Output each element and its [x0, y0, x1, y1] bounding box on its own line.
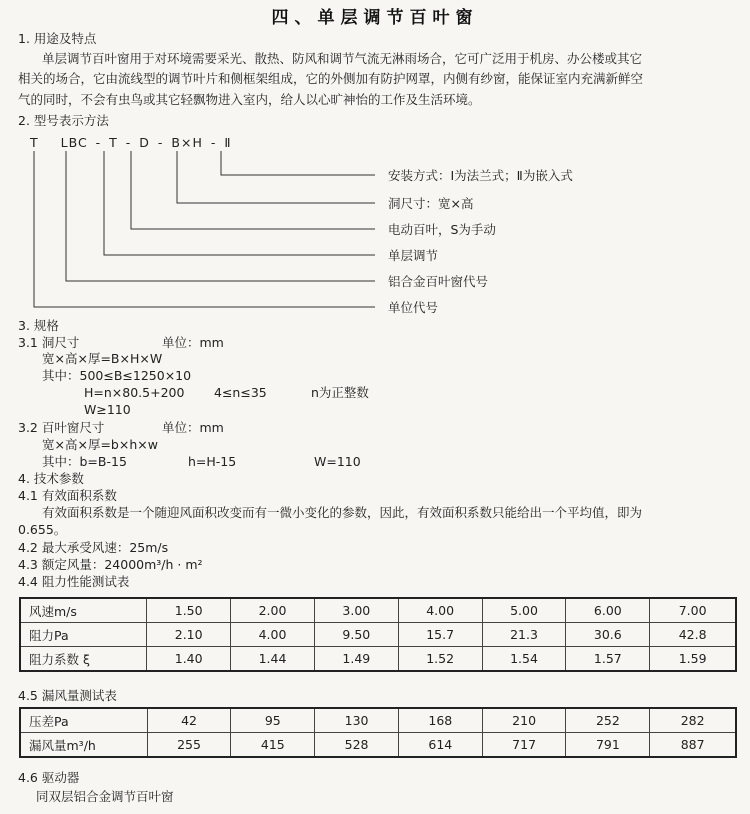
table-cell: 2.10 — [147, 623, 231, 647]
table-row — [20, 623, 736, 647]
table-cell: 30.6 — [566, 623, 650, 647]
section-1-line-1: 单层调节百叶窗用于对环境需要采光、散热、防风和调节气流无淋雨场合，它可广泛用于机房、办公楼或其它 — [42, 51, 643, 66]
code-dash: - — [210, 135, 217, 150]
table-cell: 42.8 — [650, 623, 736, 647]
section-4-4-title: 4.4 阻力性能测试表 — [18, 574, 130, 589]
table-cell: 252 — [566, 708, 650, 733]
table-cell: 887 — [650, 733, 736, 758]
section-3-2-formula: 宽×高×厚=b×h×w — [42, 437, 158, 452]
table-cell: 130 — [315, 708, 399, 733]
table-cell: 1.44 — [231, 647, 315, 672]
section-3-1-formula: 宽×高×厚=B×H×W — [42, 351, 163, 366]
row-header-cell: 漏风量m³/h — [20, 733, 147, 758]
page-title: 四、单层调节百叶窗 — [271, 8, 479, 28]
table-cell: 1.54 — [482, 647, 566, 672]
model-code-diagram — [0, 0, 750, 320]
table-cell: 415 — [231, 733, 315, 758]
section-3-2-b: 其中：b=B-15 — [42, 454, 127, 469]
code-part-t2: T — [109, 135, 118, 150]
code-part-t: T — [30, 135, 39, 150]
table-cell: 4.00 — [398, 598, 482, 623]
table-cell: 15.7 — [398, 623, 482, 647]
section-3-heading: 3. 规格 — [18, 318, 59, 333]
section-3-1-w: W≥110 — [84, 402, 131, 417]
label-unit-code: 单位代号 — [388, 300, 439, 315]
table-row — [20, 647, 736, 672]
table-cell: 1.50 — [147, 598, 231, 623]
table-cell: 791 — [566, 733, 650, 758]
table-cell: 282 — [650, 708, 736, 733]
section-3-1-n-note: n为正整数 — [311, 385, 369, 400]
leakage-test-table — [19, 707, 737, 758]
table-row — [20, 598, 736, 623]
section-4-6-title: 4.6 驱动器 — [18, 770, 80, 785]
table-cell: 42 — [147, 708, 231, 733]
section-3-2-title: 3.2 百叶窗尺寸 — [18, 420, 105, 435]
section-4-5-title: 4.5 漏风量测试表 — [18, 688, 117, 703]
section-1-line-2: 相关的场合，它由流线型的调节叶片和侧框架组成，它的外侧加有防护网罩，内侧有纱窗，能保证室内充满新鲜空 — [18, 71, 644, 86]
code-part-install: Ⅱ — [224, 135, 232, 150]
table-row — [20, 733, 736, 758]
section-1-line-3: 气的同时，不会有虫鸟或其它轻飘物进入室内，给人以心旷神怡的工作及生活环境。 — [18, 92, 481, 107]
label-install-method: 安装方式：Ⅰ为法兰式；Ⅱ为嵌入式 — [388, 168, 573, 183]
table-cell: 9.50 — [314, 623, 398, 647]
row-header-cell: 压差Pa — [20, 708, 147, 733]
row-header-cell: 阻力Pa — [20, 623, 147, 647]
section-4-2: 4.2 最大承受风速：25m/s — [18, 540, 169, 555]
section-4-1-line-2: 0.655。 — [18, 522, 67, 537]
table-cell: 1.59 — [650, 647, 736, 672]
leader-install — [221, 151, 375, 175]
code-part-lbc: LBC — [60, 135, 88, 150]
table-cell: 528 — [315, 733, 399, 758]
leader-electric — [131, 151, 375, 229]
section-3-2-w: W=110 — [314, 454, 361, 469]
section-3-1-line-1: 其中：500≤B≤1250×10 — [42, 368, 192, 383]
label-opening-size: 洞尺寸：宽×高 — [388, 196, 474, 211]
table-cell: 4.00 — [231, 623, 315, 647]
table-row — [20, 708, 736, 733]
section-4-6-text: 同双层铝合金调节百叶窗 — [36, 789, 174, 804]
section-4-heading: 4. 技术参数 — [18, 471, 84, 486]
table-cell: 7.00 — [650, 598, 736, 623]
table-cell: 1.40 — [147, 647, 231, 672]
leader-size — [177, 151, 375, 203]
label-aluminum-code: 铝合金百叶窗代号 — [388, 274, 489, 289]
table-cell: 5.00 — [482, 598, 566, 623]
section-2-heading: 2. 型号表示方法 — [18, 113, 109, 128]
section-4-1-line-1: 有效面积系数是一个随迎风面积改变而有一微小变化的参数，因此，有效面积系数只能给出一个平均值，即为 — [42, 505, 643, 520]
label-single-layer: 单层调节 — [388, 248, 439, 263]
resistance-test-table — [19, 597, 737, 672]
section-3-1-height-formula: H=n×80.5+200 — [84, 385, 185, 400]
table-cell: 210 — [482, 708, 566, 733]
table-cell: 1.57 — [566, 647, 650, 672]
table-cell: 6.00 — [566, 598, 650, 623]
label-electric: 电动百叶，S为手动 — [388, 222, 496, 237]
section-3-2-h: h=H-15 — [188, 454, 237, 469]
code-dash: - — [157, 135, 164, 150]
section-1-heading: 1. 用途及特点 — [18, 31, 97, 46]
section-3-1-unit: 单位：mm — [162, 335, 224, 350]
table-cell: 717 — [482, 733, 566, 758]
section-4-1-title: 4.1 有效面积系数 — [18, 488, 117, 503]
code-part-d: D — [139, 135, 150, 150]
table-cell: 255 — [147, 733, 231, 758]
section-3-1-title: 3.1 洞尺寸 — [18, 335, 80, 350]
row-header-cell: 风速m/s — [20, 598, 147, 623]
table-cell: 1.52 — [398, 647, 482, 672]
table-cell: 95 — [231, 708, 315, 733]
table-cell: 168 — [398, 708, 482, 733]
table-cell: 21.3 — [482, 623, 566, 647]
table-cell: 1.49 — [314, 647, 398, 672]
code-dash: - — [125, 135, 132, 150]
section-4-3: 4.3 额定风量：24000m³/h · m² — [18, 557, 203, 572]
code-part-bxh: B×H — [171, 135, 203, 150]
section-3-2-unit: 单位：mm — [162, 420, 224, 435]
table-cell: 614 — [398, 733, 482, 758]
row-header-cell: 阻力系数 ξ — [20, 647, 147, 672]
code-dash: - — [95, 135, 102, 150]
section-3-1-n-range: 4≤n≤35 — [214, 385, 267, 400]
table-cell: 3.00 — [314, 598, 398, 623]
table-cell: 2.00 — [231, 598, 315, 623]
